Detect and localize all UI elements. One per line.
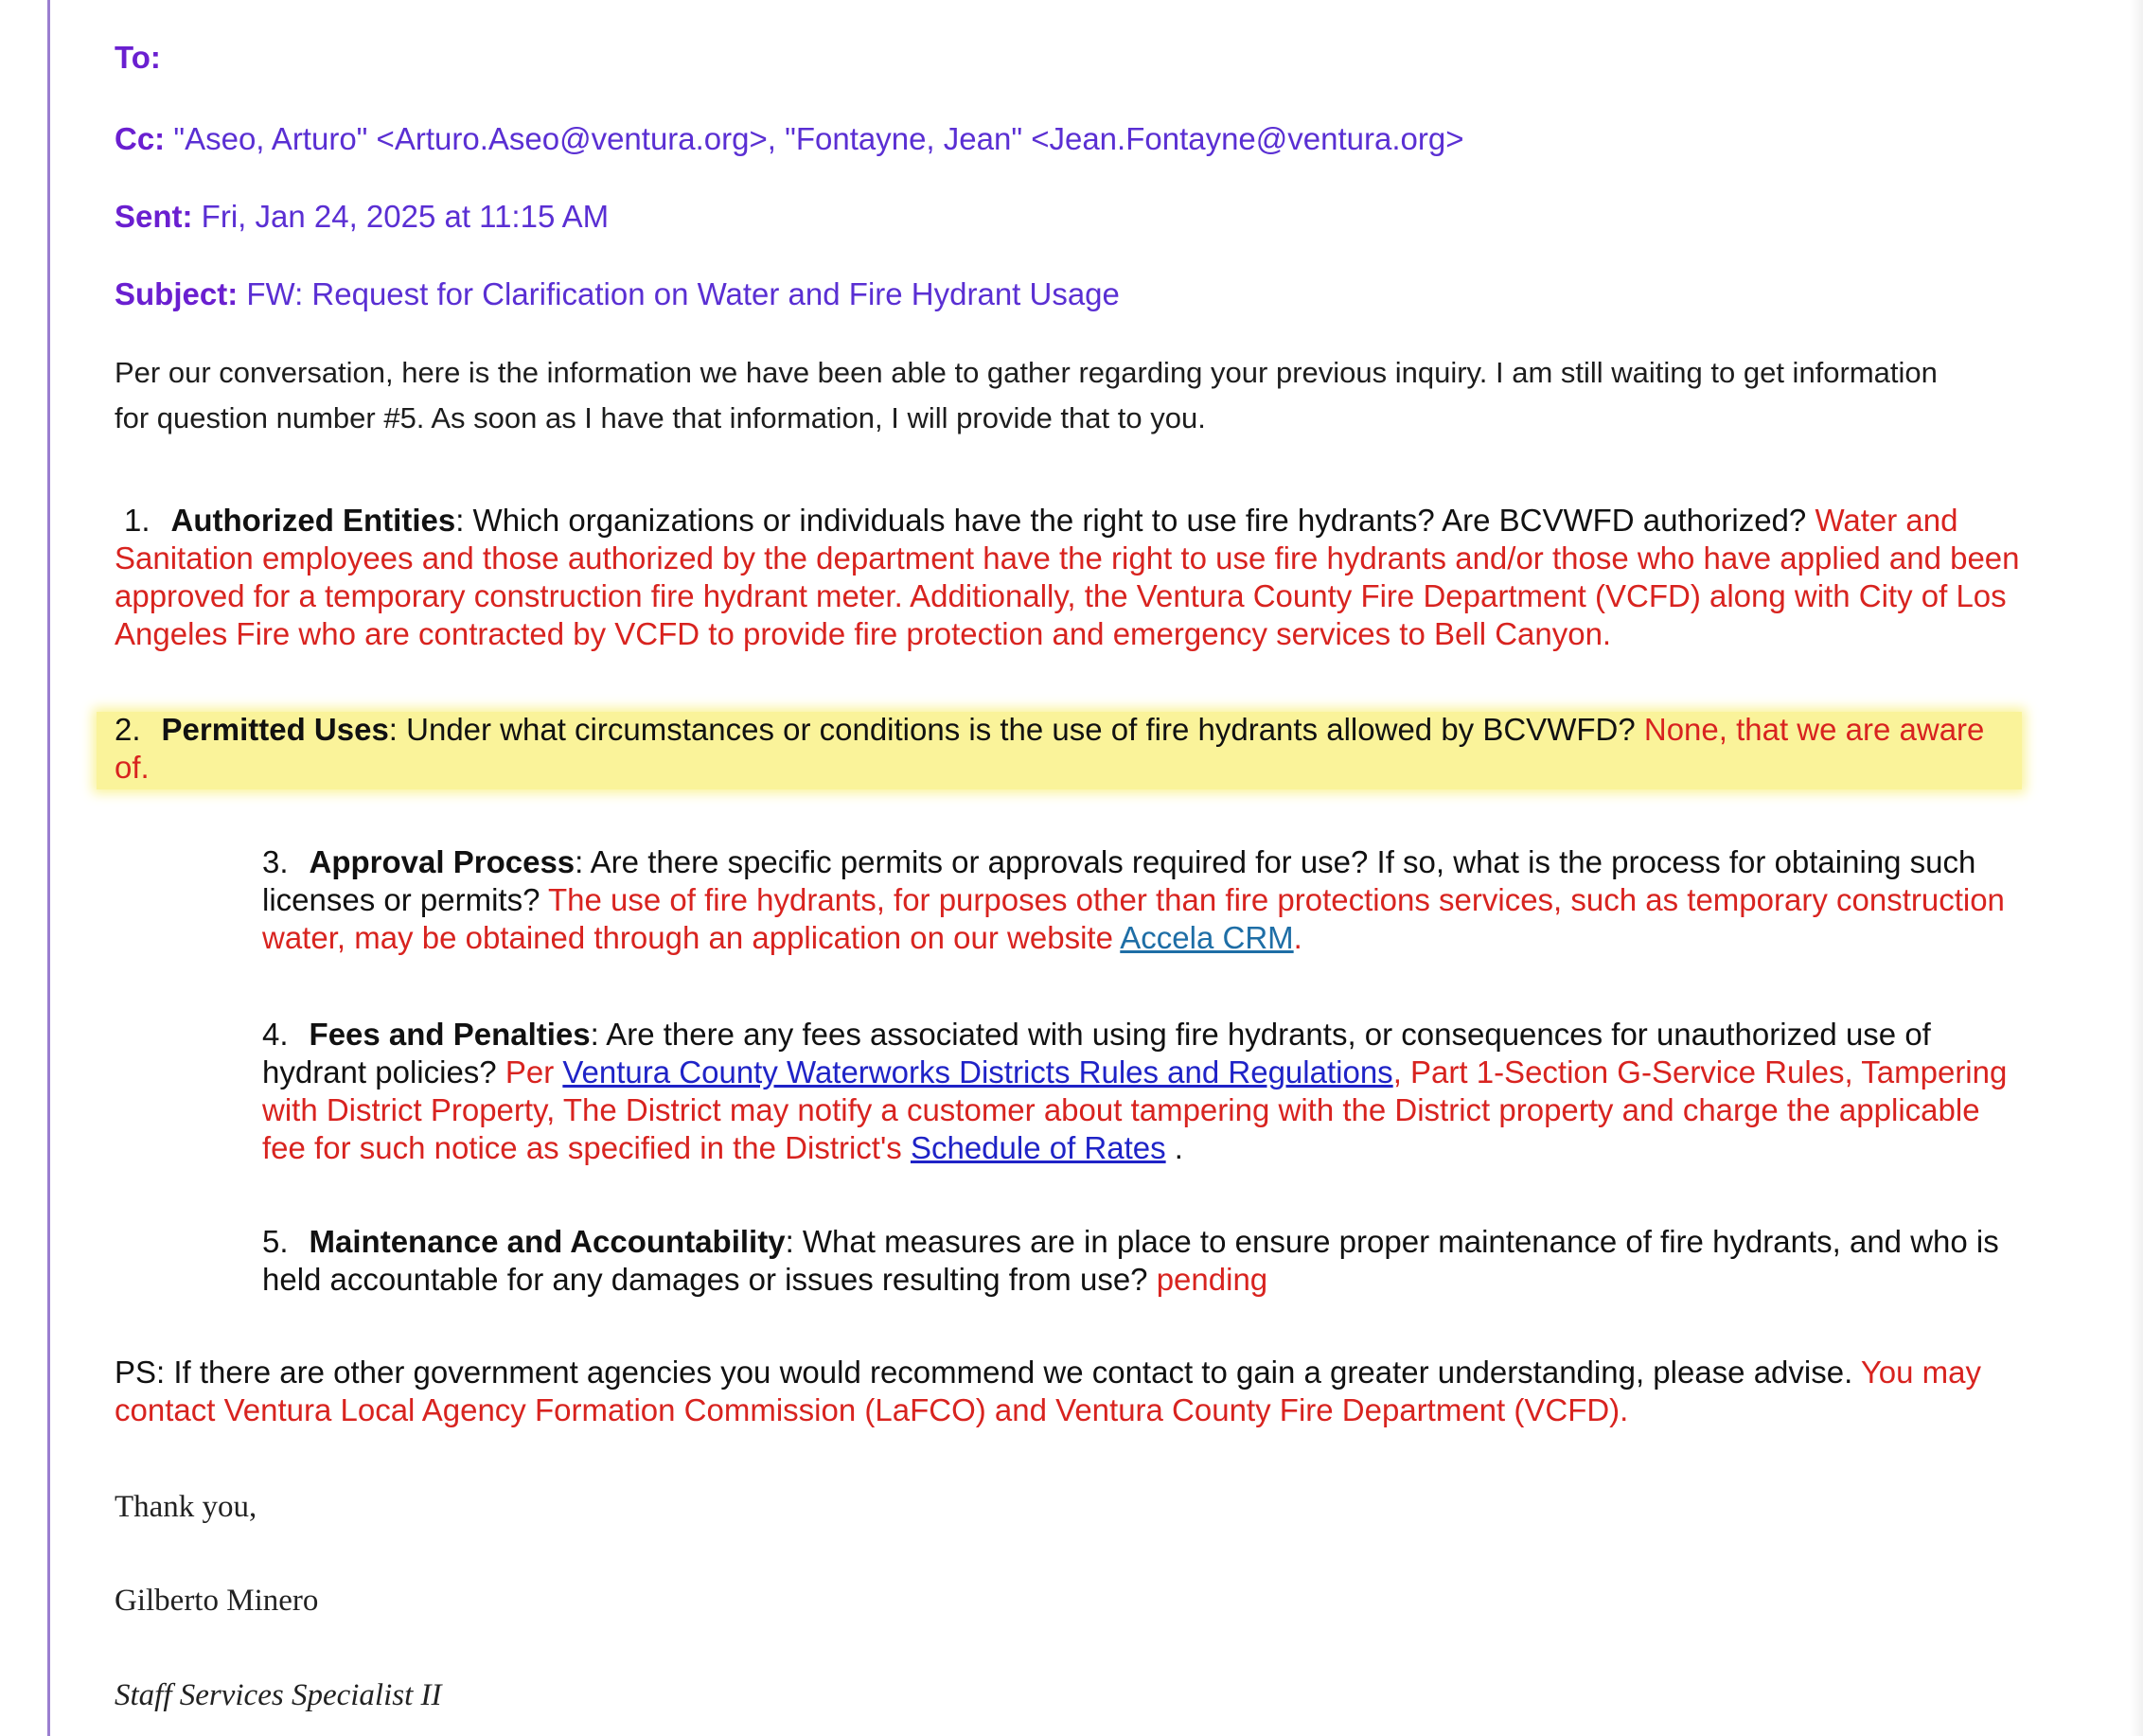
item-answer: The use of fire hydrants, for purposes other than fire protections services, such as temporary construction water, may be obtained through an application on our website xyxy=(262,882,2005,955)
item-tail: . xyxy=(1293,920,1302,955)
item-number: 2. xyxy=(115,712,141,747)
to-line xyxy=(115,40,161,76)
item-number: 1. xyxy=(124,503,151,538)
item-number: 5. xyxy=(262,1224,289,1259)
item-number: 3. xyxy=(262,844,289,879)
item-title: Fees and Penalties xyxy=(309,1017,591,1052)
ps-question: PS: If there are other government agencies you would recommend we contact to gain a greater understanding, please advise. xyxy=(115,1355,1861,1390)
item-question: : Are there any fees associated with using fire hydrants, or consequences for unauthorized use of hydrant policies? xyxy=(262,1017,1931,1089)
item-question: : Which organizations or individuals have the right to use fire hydrants? Are BCVWFD authorized? xyxy=(455,503,1815,538)
item-title: Permitted Uses xyxy=(161,712,389,747)
cc-value: "Aseo, Arturo" <Arturo.Aseo@ventura.org>, "Fontayne, Jean" <Jean.Fontayne@ventura.org> xyxy=(173,121,1464,156)
item-question: : What measures are in place to ensure proper maintenance of fire hydrants, and who is held accountable for any damages or issues resulting from use? xyxy=(262,1224,1999,1297)
item-question: : Under what circumstances or conditions is the use of fire hydrants allowed by BCVWFD? xyxy=(388,712,1644,747)
item-title: Authorized Entities xyxy=(170,503,456,538)
ps-paragraph xyxy=(115,1354,2017,1429)
item-answer: Water and Sanitation employees and those authorized by the department have the right to use fire hydrants and/or those who have applied and been approved for a temporary construction fire hydrant meter. Additionally, the Ventura County Fire Department (VCFD) along with City of Los Angeles Fire who are contracted by VCFD to provide fire protection and emergency services to Bell Canyon. xyxy=(115,503,2020,651)
ps-answer: You may contact Ventura Local Agency Formation Commission (LaFCO) and Ventura County Fire Department (VCFD). xyxy=(115,1355,1982,1427)
signature-title: Staff Services Specialist II xyxy=(115,1678,442,1712)
item-title: Maintenance and Accountability xyxy=(309,1224,786,1259)
schedule-of-rates-link[interactable]: Schedule of Rates xyxy=(910,1130,1166,1165)
list-item-4 xyxy=(262,1016,2023,1167)
signature-name: Gilberto Minero xyxy=(115,1584,319,1618)
list-item-5 xyxy=(262,1223,2011,1299)
list-item-2 xyxy=(115,711,2017,787)
intro-paragraph: Per our conversation, here is the information we have been able to gather regarding your previous inquiry. I am still waiting to get information for question number #5. As soon as I have that information, I will provide that to you. xyxy=(115,356,1938,434)
item-answer-pre: Per xyxy=(496,1054,563,1089)
left-border-rule xyxy=(47,0,50,1736)
item-title: Approval Process xyxy=(309,844,576,879)
cc-label: Cc: xyxy=(115,121,166,156)
cc-line xyxy=(115,121,1464,157)
item-answer-mid: , Part 1-Section G-Service Rules, Tampering with District Property, The District may notify a customer about tampering with the District property and charge the applicable fee for such notice as specified in the District's xyxy=(262,1054,2008,1165)
sent-line xyxy=(115,199,609,235)
subject-label: Subject: xyxy=(115,276,239,311)
right-edge-shadow xyxy=(2130,0,2143,1736)
item-question: : Are there specific permits or approvals required for use? If so, what is the process for obtaining such licenses or permits? xyxy=(262,844,1976,917)
item-tail: . xyxy=(1165,1130,1183,1165)
to-label: To: xyxy=(115,40,161,75)
item-number: 4. xyxy=(262,1017,289,1052)
list-item-1 xyxy=(115,502,2025,653)
rules-regulations-link[interactable]: Ventura County Waterworks Districts Rules and Regulations xyxy=(562,1054,1393,1089)
closing-text: Thank you, xyxy=(115,1490,257,1524)
list-item-3 xyxy=(262,843,2011,957)
item-answer: pending xyxy=(1156,1262,1268,1297)
sent-label: Sent: xyxy=(115,199,193,234)
sent-value: Fri, Jan 24, 2025 at 11:15 AM xyxy=(201,199,610,234)
item-answer: None, that we are aware of. xyxy=(115,712,1985,785)
subject-line xyxy=(115,276,1120,312)
subject-value: FW: Request for Clarification on Water and Fire Hydrant Usage xyxy=(246,276,1120,311)
accela-crm-link[interactable]: Accela CRM xyxy=(1120,920,1294,955)
